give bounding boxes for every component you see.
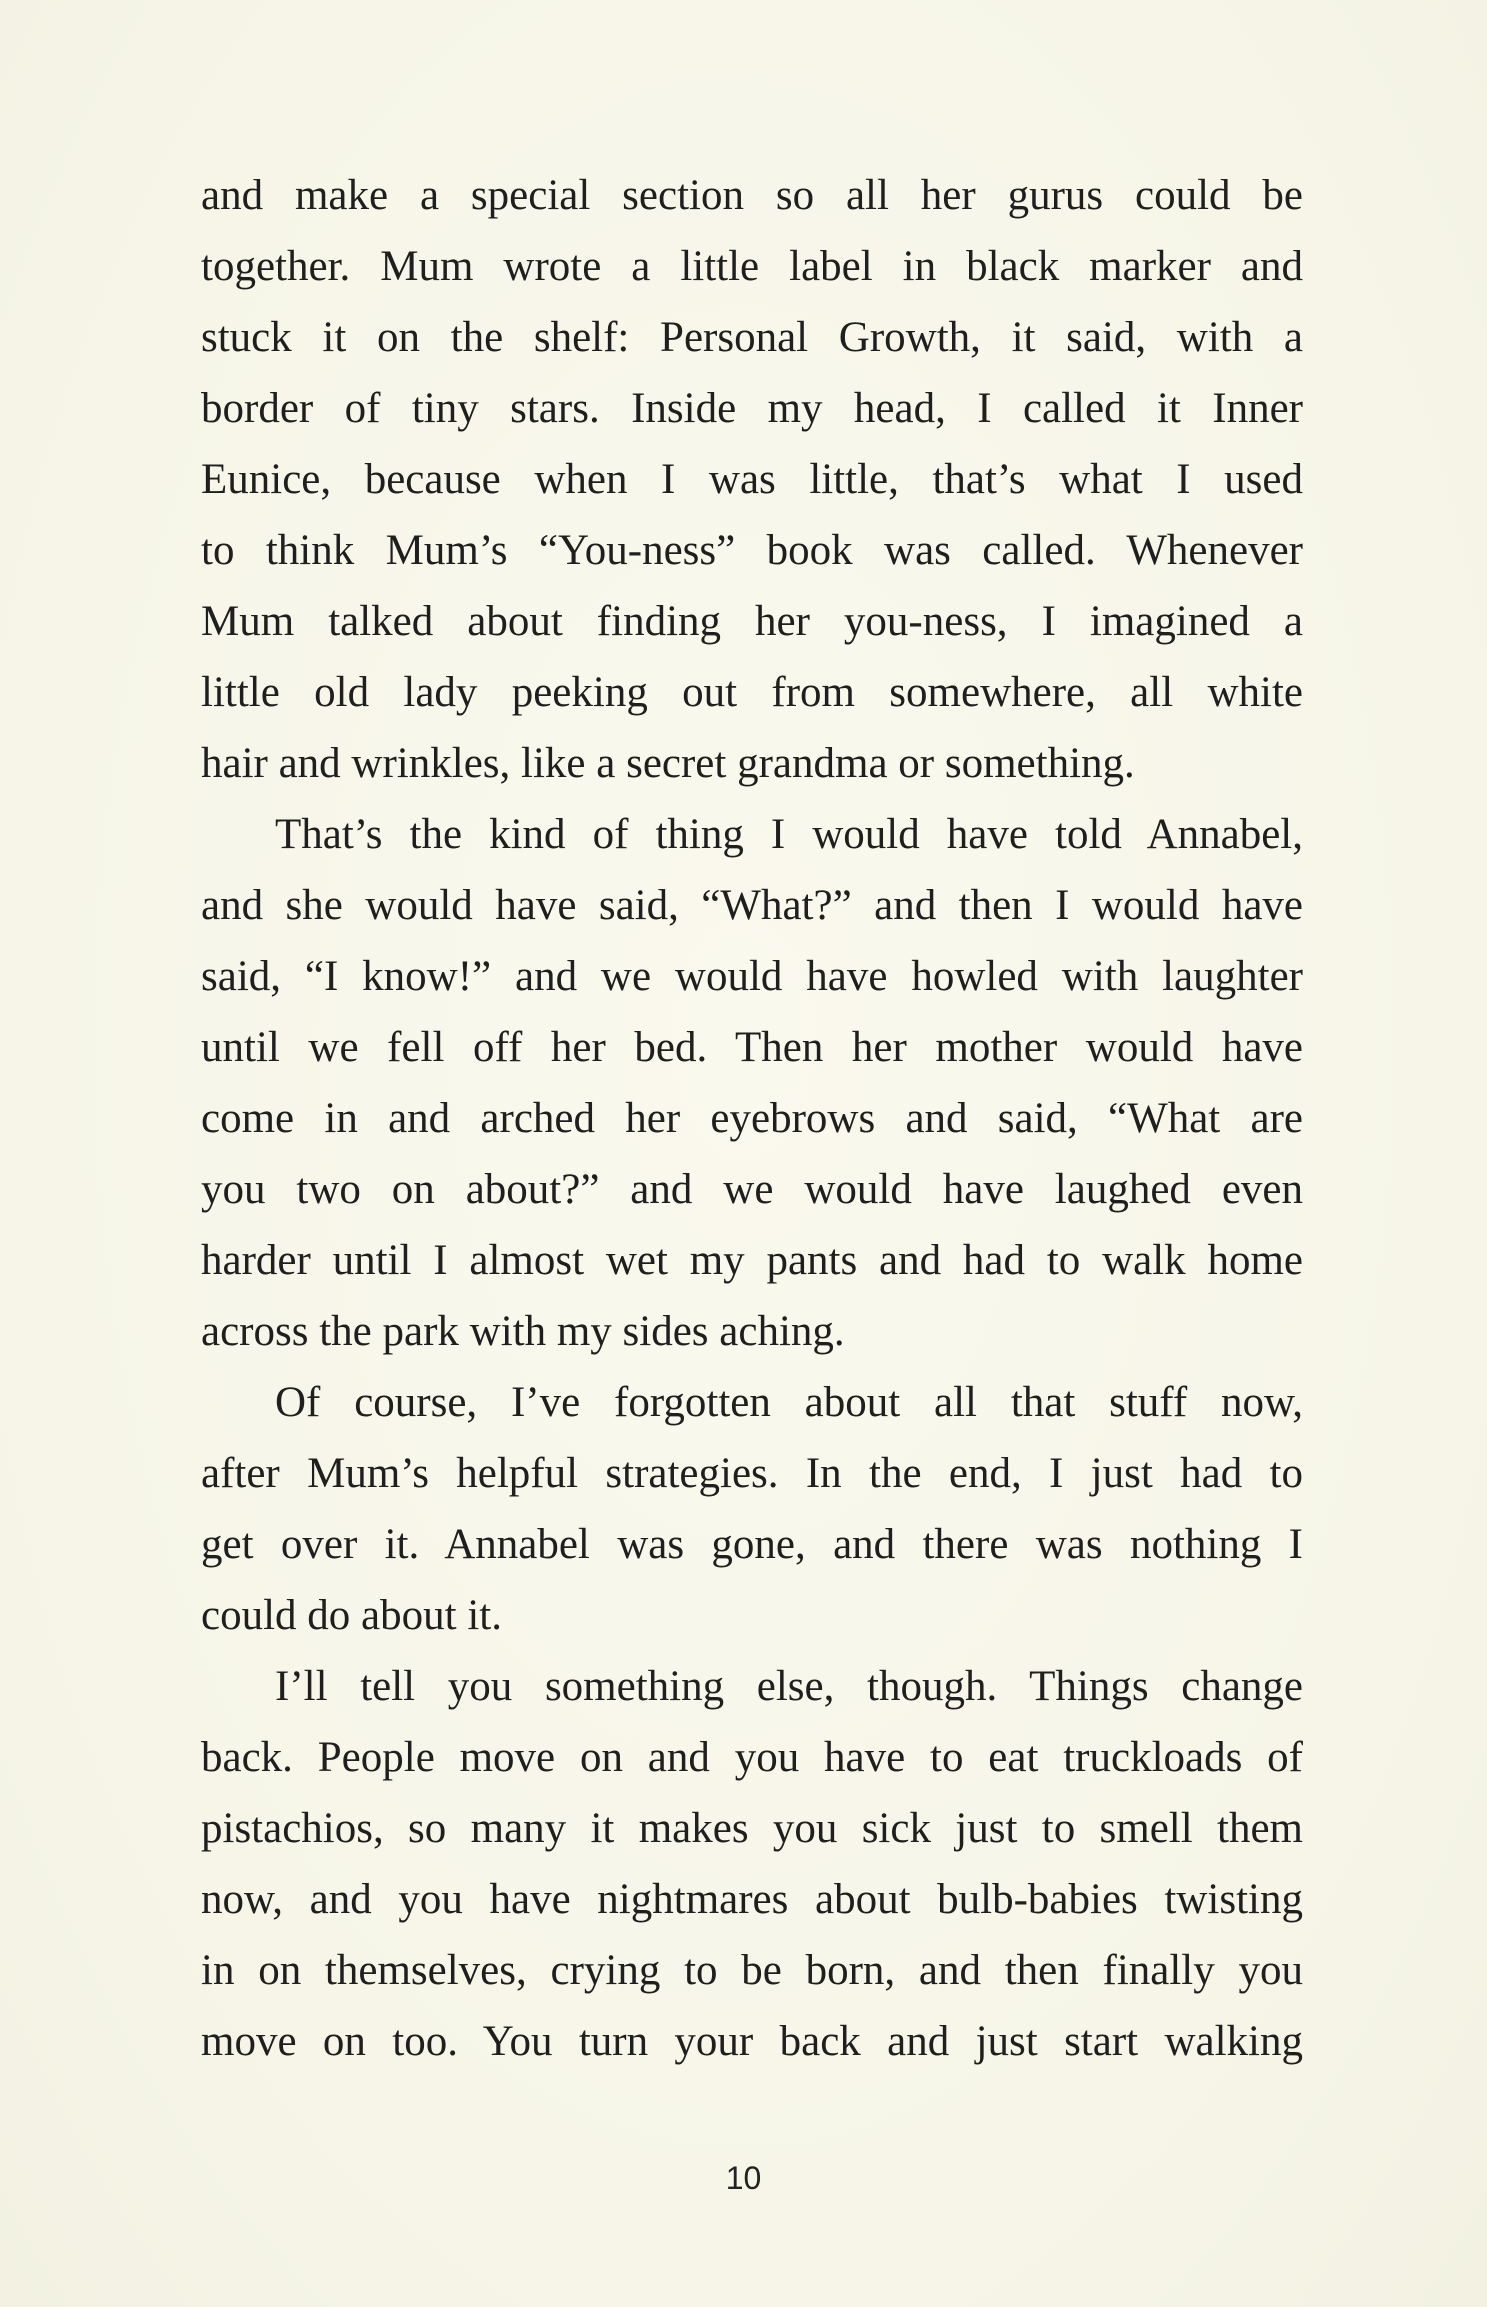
text-line: border of tiny stars. Inside my head, I called it Inner (201, 385, 1303, 432)
text-line: across the park with my sides aching. (201, 1308, 845, 1355)
paragraph-2 (201, 799, 1303, 1367)
text-line: move on too. You turn your back and just start walking (201, 2018, 1303, 2065)
text-line: pistachios, so many it makes you sick just to smell them (201, 1805, 1303, 1852)
text-line: in on themselves, crying to be born, and then finally you (201, 1947, 1303, 1994)
text-line: come in and arched her eyebrows and said, “What are (201, 1095, 1303, 1142)
text-line: stuck it on the shelf: Personal Growth, it said, with a (201, 314, 1303, 361)
text-line: back. People move on and you have to eat truckloads of (201, 1734, 1303, 1781)
text-line: I’ll tell you something else, though. Things change (275, 1663, 1303, 1710)
text-line: could do about it. (201, 1592, 502, 1639)
text-line: said, “I know!” and we would have howled with laughter (201, 953, 1303, 1000)
text-line: little old lady peeking out from somewhere, all white (201, 669, 1303, 716)
paragraph-1 (201, 160, 1303, 799)
text-line: get over it. Annabel was gone, and there was nothing I (201, 1521, 1303, 1568)
text-line: hair and wrinkles, like a secret grandma or something. (201, 740, 1135, 787)
text-line: now, and you have nightmares about bulb-babies twisting (201, 1876, 1303, 1923)
text-line: Eunice, because when I was little, that’s what I used (201, 456, 1303, 503)
paragraph-4 (201, 1651, 1303, 2077)
text-line: together. Mum wrote a little label in black marker and (201, 243, 1303, 290)
text-line: to think Mum’s “You-ness” book was called. Whenever (201, 527, 1303, 574)
text-line: That’s the kind of thing I would have told Annabel, (275, 811, 1303, 858)
text-line: and make a special section so all her gurus could be (201, 172, 1303, 219)
text-line: and she would have said, “What?” and then I would have (201, 882, 1303, 929)
text-line: you two on about?” and we would have laughed even (201, 1166, 1303, 1213)
page-number: 10 (725, 2160, 762, 2196)
text-line: after Mum’s helpful strategies. In the end, I just had to (201, 1450, 1303, 1497)
text-line: harder until I almost wet my pants and had to walk home (201, 1237, 1303, 1284)
text-line: Of course, I’ve forgotten about all that stuff now, (275, 1379, 1303, 1426)
paragraph-3 (201, 1367, 1303, 1651)
text-line: Mum talked about finding her you-ness, I imagined a (201, 598, 1303, 645)
body-text (201, 160, 1303, 2077)
text-line: until we fell off her bed. Then her mother would have (201, 1024, 1303, 1071)
